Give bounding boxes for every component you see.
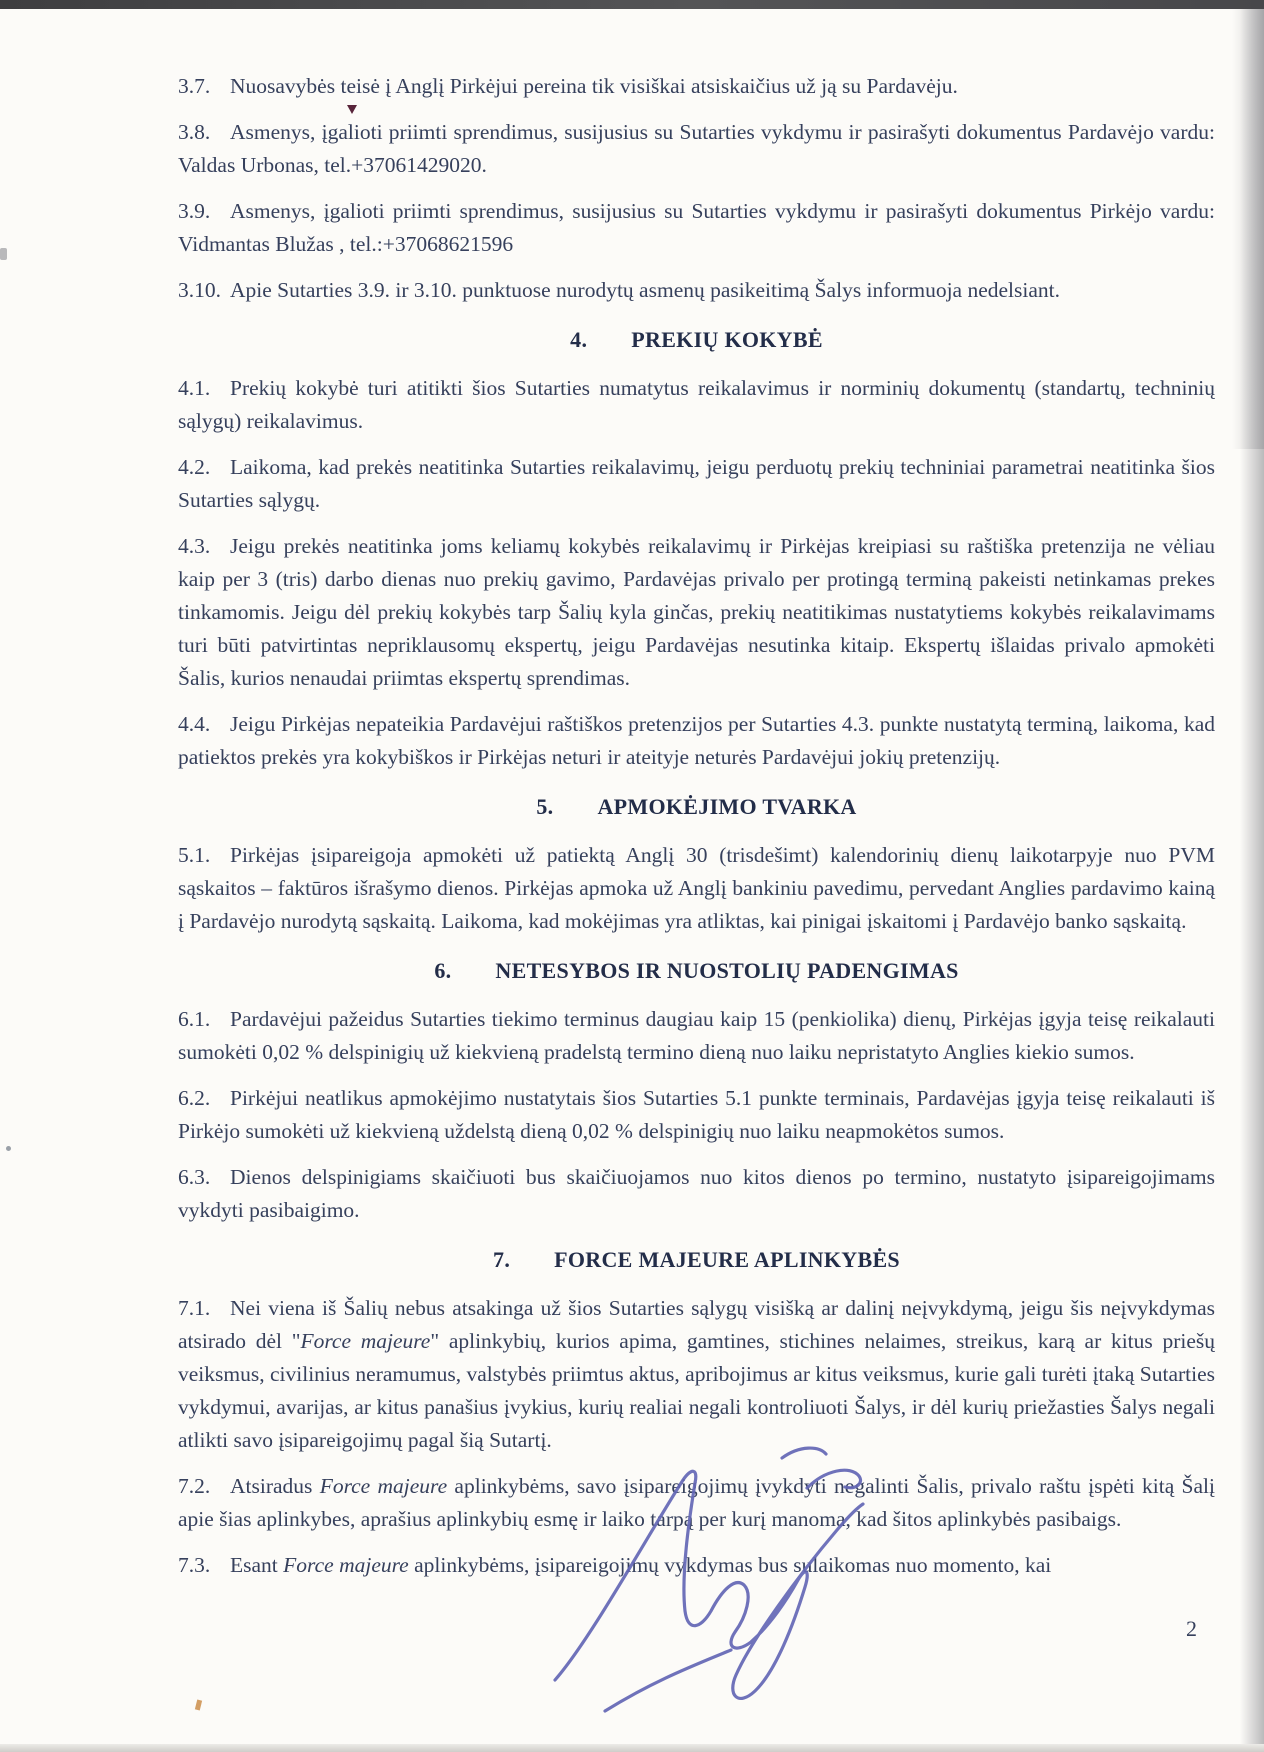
clause-number: 4.4. — [178, 712, 211, 736]
clause-text: Prekių kokybė turi atitikti šios Sutarties numatytus reikalavimus ir norminių dokumentų (standartų, techninių sąlygų) reikalavimus. — [178, 376, 1215, 433]
clause-text: " aplinkybių, kurios apima, gamtines, stichines nelaimes, streikus, karą ar kitus priešų veiksmus, civilinius neramumus, valstybės priimtus aktus, apribojimus ar kitus veiksmus, kurie gali turėti įtaką Sutarties vykdymui, avarijas, ar kitus panašius įvykius, kurių realiai negali kontroliuoti Šalys, ir dėl kurių priežasties Šalys negali atlikti savo įsipareigojimų pagal šią Sutartį. — [178, 1329, 1215, 1452]
clause-number: 6.2. — [178, 1086, 211, 1110]
clause-3-9 — [178, 195, 1215, 261]
clause-6-3 — [178, 1161, 1215, 1227]
clause-text: Pirkėjui neatlikus apmokėjimo nustatytais šios Sutarties 5.1 punkte terminais, Pardavėjas įgyja teisę reikalauti iš Pirkėjo sumokėti už kiekvieną uždelstą dieną 0,02 % delspinigių nuo laiku neapmokėtos sumos. — [178, 1086, 1215, 1143]
scan-speck — [6, 1146, 11, 1151]
clause-number: 4.1. — [178, 376, 211, 400]
clause-5-1 — [178, 839, 1215, 938]
clause-4-4 — [178, 708, 1215, 774]
scan-speck — [0, 248, 7, 260]
clause-text: Nuosavybės teisė į Anglį Pirkėjui pereina tik visiškai atsiskaičius už ją su Pardavėju. — [230, 74, 958, 98]
clause-text: aplinkybėms, įsipareigojimų vykdymas bus sulaikomas nuo momento, kai — [408, 1553, 1052, 1577]
clause-text: Jeigu Pirkėjas nepateikia Pardavėjui raštiškos pretenzijos per Sutarties 4.3. punkte nustatytą terminą, laikoma, kad patiektos prekės yra kokybiškos ir Pirkėjas neturi ir ateityje neturės Pardavėjui jokių pretenzijų. — [178, 712, 1215, 769]
clause-number: 3.8. — [178, 120, 211, 144]
clause-3-7 — [178, 70, 1215, 103]
clause-text: Esant — [230, 1553, 284, 1577]
clause-number: 3.7. — [178, 74, 211, 98]
clause-number: 5.1. — [178, 843, 211, 867]
clause-3-8 — [178, 116, 1215, 182]
clause-text: aplinkybėms, savo įsipareigojimų įvykdyti negalinti Šalis, privalo raštu įspėti kitą Šalį apie šias aplinkybes, aprašius aplinkybių esmę ir laiko tarpą per kurį manoma, kad šitos aplinkybės pasibaigs. — [178, 1474, 1215, 1531]
clause-text: Nei viena iš Šalių nebus atsakinga už šios Sutarties sąlygų visišką ar dalinį neįvykdymą, jeigu šis neįvykdymas atsirado dėl " — [178, 1296, 1215, 1353]
section-heading-6 — [178, 954, 1215, 987]
clause-text: Jeigu prekės neatitinka joms keliamų kokybės reikalavimų ir Pirkėjas kreipiasi su raštiška pretenzija ne vėliau kaip per 3 (tris) darbo dienas nuo prekių gavimo, Pardavėjas privalo per protingą terminą pakeisti netinkamas prekes tinkamomis. Jeigu dėl prekių kokybės tarp Šalių kyla ginčas, prekių neatitikimas nustatytiems kokybės reikalavimams turi būti patvirtintas nepriklausomų ekspertų, jeigu Pardavėjas nesutinka kitaip. Ekspertų išlaidas privalo apmokėti Šalis, kurios nenaudai priimtas ekspertų sprendimas. — [178, 534, 1215, 690]
clause-text-italic: Force majeure — [319, 1474, 448, 1498]
section-number: 4. — [570, 327, 588, 352]
clause-number: 4.3. — [178, 534, 211, 558]
clause-3-10 — [178, 274, 1215, 307]
clause-4-2 — [178, 451, 1215, 517]
clause-text: Asmenys, įgalioti priimti sprendimus, susijusius su Sutarties vykdymu ir pasirašyti dokumentus Pardavėjo vardu: Valdas Urbonas, tel.+37061429020. — [178, 120, 1215, 177]
section-title: PREKIŲ KOKYBĖ — [631, 327, 823, 352]
clause-6-2 — [178, 1082, 1215, 1148]
section-title: FORCE MAJEURE APLINKYBĖS — [554, 1247, 900, 1272]
clause-number: 3.10. — [178, 278, 221, 302]
clause-number: 7.2. — [178, 1474, 211, 1498]
scan-speck — [195, 1700, 202, 1711]
clause-4-3 — [178, 530, 1215, 695]
clause-text-italic: Force majeure — [283, 1553, 409, 1577]
scan-edge-top — [0, 0, 1264, 9]
clause-number: 6.3. — [178, 1165, 211, 1189]
scan-edge-right-shadow — [1232, 9, 1264, 449]
section-title: NETESYBOS IR NUOSTOLIŲ PADENGIMAS — [495, 958, 959, 983]
clause-text: Dienos delspinigiams skaičiuoti bus skaičiuojamos nuo kitos dienos po termino, nustatyto įsipareigojimams vykdyti pasibaigimo. — [178, 1165, 1215, 1222]
clause-text: Atsiradus — [230, 1474, 320, 1498]
clause-text: Pardavėjui pažeidus Sutarties tiekimo terminus daugiau kaip 15 (penkiolika) dienų, Pirkėjas įgyja teisę reikalauti sumokėti 0,02 % delspinigių už kiekvieną pradelstą termino dieną nuo laiku nepristatyto Anglies kiekio sumos. — [178, 1007, 1215, 1064]
section-heading-7 — [178, 1243, 1215, 1276]
clause-text-italic: Force majeure — [300, 1329, 431, 1353]
section-title: APMOKĖJIMO TVARKA — [597, 794, 857, 819]
clause-text: Laikoma, kad prekės neatitinka Sutarties reikalavimų, jeigu perduotų prekių techniniai parametrai neatitinka šios Sutarties sąlygų. — [178, 455, 1215, 512]
section-number: 7. — [493, 1247, 511, 1272]
clause-4-1 — [178, 372, 1215, 438]
clause-text: Apie Sutarties 3.9. ir 3.10. punktuose nurodytų asmenų pasikeitimą Šalys informuoja nedelsiant. — [230, 278, 1061, 302]
handwritten-signature — [545, 1425, 875, 1725]
section-heading-5 — [178, 790, 1215, 823]
clause-number: 6.1. — [178, 1007, 211, 1031]
section-number: 6. — [434, 958, 452, 983]
section-number: 5. — [536, 794, 554, 819]
contract-body — [178, 70, 1215, 1595]
clause-number: 3.9. — [178, 199, 211, 223]
page-number: 2 — [1186, 1616, 1197, 1641]
scan-edge-bottom — [0, 1744, 1264, 1752]
clause-number: 7.3. — [178, 1553, 211, 1577]
clause-number: 7.1. — [178, 1296, 211, 1320]
section-heading-4 — [178, 323, 1215, 356]
clause-text: Asmenys, įgalioti priimti sprendimus, susijusius su Sutarties vykdymu ir pasirašyti dokumentus Pirkėjo vardu: Vidmantas Blužas , tel.:+37068621596 — [178, 199, 1215, 256]
clause-number: 4.2. — [178, 455, 211, 479]
clause-6-1 — [178, 1003, 1215, 1069]
clause-text: Pirkėjas įsipareigoja apmokėti už patiektą Anglį 30 (trisdešimt) kalendorinių dienų laikotarpyje nuo PVM sąskaitos – faktūros išrašymo dienos. Pirkėjas apmoka už Anglį bankiniu pavedimu, pervedant Anglies pardavimo kainą į Pardavėjo nurodytą sąskaitą. Laikoma, kad mokėjimas yra atliktas, kai pinigai įskaitomi į Pardavėjo banko sąskaitą. — [178, 843, 1215, 933]
